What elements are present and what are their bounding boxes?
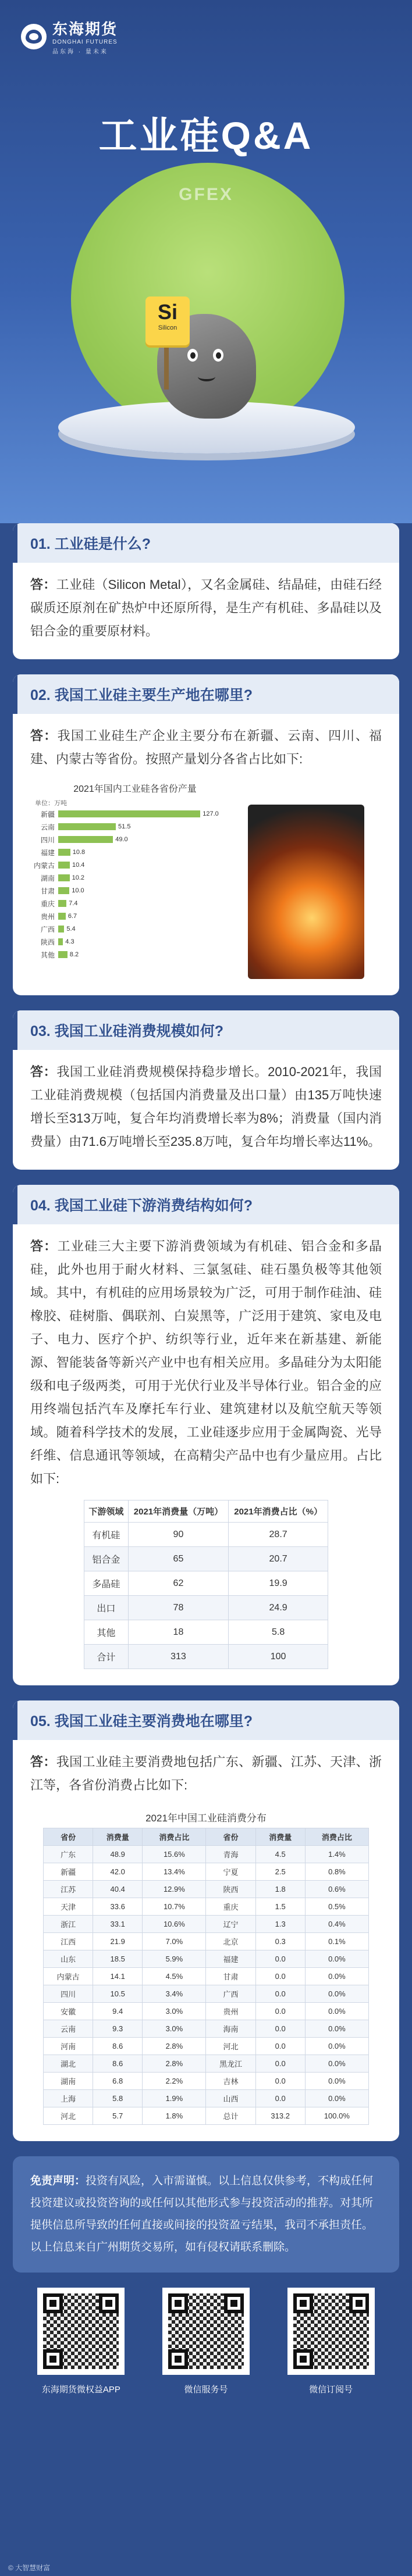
answer-text: 我国工业硅消费规模保持稳步增长。2010-2021年，我国工业硅消费规模（包括国内消费量及出口量）由135万吨快速增长至313万吨，复合年均消费增长率为8%；消费量（国内消费量）由71.6万吨增长至235.8万吨，复合年均增长率达11%。 bbox=[30, 1064, 382, 1149]
answer-2 bbox=[13, 724, 399, 771]
table-cell: 0.3 bbox=[255, 1933, 305, 1950]
table-cell: 0.0 bbox=[255, 2003, 305, 2020]
answer-1 bbox=[13, 573, 399, 643]
table-cell: 湖南 bbox=[44, 2073, 93, 2090]
table-cell: 0.5% bbox=[305, 1898, 368, 1916]
table-header-cell: 2021年消费占比（%） bbox=[229, 1500, 328, 1523]
answer-text: 我国工业硅生产企业主要分布在新疆、云南、四川、福建、内蒙古等省份。按照产量划分各省占比如下: bbox=[30, 728, 382, 766]
chart-bar bbox=[58, 874, 70, 881]
table-cell: 100.0% bbox=[305, 2107, 368, 2125]
table-cell: 2.8% bbox=[143, 2055, 206, 2073]
silicon-element-sign bbox=[145, 296, 190, 345]
table-cell: 0.0% bbox=[305, 2038, 368, 2055]
table-cell: 5.8 bbox=[93, 2090, 143, 2107]
chart-bar bbox=[58, 849, 70, 856]
chart-bar bbox=[58, 887, 69, 894]
gfex-watermark: GFEX bbox=[179, 185, 233, 204]
chart-bar-row bbox=[30, 833, 240, 846]
chart-bar bbox=[58, 913, 66, 920]
question-3: 03. 我国工业硅消费规模如何? bbox=[13, 1010, 399, 1050]
table-cell: 河北 bbox=[44, 2107, 93, 2125]
disclaimer-label: 免责声明： bbox=[30, 2175, 86, 2187]
table-cell: 出口 bbox=[84, 1596, 129, 1620]
bar-category-label: 内蒙古 bbox=[33, 861, 55, 870]
table-row bbox=[44, 1898, 369, 1916]
chart-bar bbox=[58, 926, 64, 932]
table-cell: 0.0% bbox=[305, 2003, 368, 2020]
table-header-cell: 省份 bbox=[44, 1828, 93, 1846]
table-cell: 5.7 bbox=[93, 2107, 143, 2125]
table-cell: 0.0 bbox=[255, 1968, 305, 1985]
table-row bbox=[44, 1968, 369, 1985]
table-row bbox=[84, 1620, 328, 1645]
table-cell: 陕西 bbox=[206, 1881, 255, 1898]
qa-section-3 bbox=[13, 1010, 399, 1170]
table-cell: 19.9 bbox=[229, 1571, 328, 1596]
answer-text: 工业硅三大主要下游消费领域为有机硅、铝合金和多晶硅，此外也用于耐火材料、三氯氢硅、硅石墨负极等其他领域。其中，有机硅的应用场景较为广泛，可用于制作硅油、硅橡胶、硅树脂、偶联剂、白炭黑等，广泛用于建筑、家电及电子、电力、医疗个护、纺织等行业，近年来在新基建、新能源、智能装备等新兴产业中也有相关应用。多晶硅分为太阳能级和电子级两类，可用于光伏行业及半导体行业。铝合金的应用终端包括汽车及摩托车行业、建筑建材以及航空航天等领域。随着科学技术的发展，工业硅逐步应用于金属陶瓷、光导纤维、信息通讯等领域，在高精尖产品中也有少量应用。占比如下: bbox=[30, 1239, 382, 1486]
table-row bbox=[84, 1571, 328, 1596]
table-cell: 0.0% bbox=[305, 1950, 368, 1968]
table-cell: 10.7% bbox=[143, 1898, 206, 1916]
table-row bbox=[44, 2090, 369, 2107]
table-cell: 江西 bbox=[44, 1933, 93, 1950]
table-cell: 0.0 bbox=[255, 2020, 305, 2038]
chart-bar-row bbox=[30, 884, 240, 897]
table-cell: 2.5 bbox=[255, 1863, 305, 1881]
chart-bar-row bbox=[30, 859, 240, 871]
table-row bbox=[84, 1523, 328, 1547]
table-cell: 18.5 bbox=[93, 1950, 143, 1968]
table-cell: 重庆 bbox=[206, 1898, 255, 1916]
bar-value-label: 49.0 bbox=[115, 836, 128, 843]
table-cell: 1.5 bbox=[255, 1898, 305, 1916]
table-cell: 4.5 bbox=[255, 1846, 305, 1863]
table-cell: 0.1% bbox=[305, 1933, 368, 1950]
qa-section-4 bbox=[13, 1185, 399, 1685]
table-cell: 7.0% bbox=[143, 1933, 206, 1950]
table-cell: 4.5% bbox=[143, 1968, 206, 1985]
table-cell: 24.9 bbox=[229, 1596, 328, 1620]
bar-value-label: 7.4 bbox=[69, 900, 78, 907]
qr-label: 微信订阅号 bbox=[309, 2385, 353, 2395]
table-cell: 5.9% bbox=[143, 1950, 206, 1968]
question-2: 02. 我国工业硅主要生产地在哪里? bbox=[13, 674, 399, 714]
bar-value-label: 127.0 bbox=[203, 810, 219, 817]
chart-bar-row bbox=[30, 923, 240, 935]
table-cell: 40.4 bbox=[93, 1881, 143, 1898]
chart-bar-row bbox=[30, 846, 240, 859]
chart-bar bbox=[58, 836, 113, 843]
bar-category-label: 广西 bbox=[40, 925, 55, 934]
table-cell: 20.7 bbox=[229, 1547, 328, 1571]
chart-bar bbox=[58, 862, 70, 869]
answer-label: 答： bbox=[30, 577, 56, 592]
bar-category-label: 甘肃 bbox=[40, 887, 55, 895]
table-cell: 山东 bbox=[44, 1950, 93, 1968]
question-1: 01. 工业硅是什么? bbox=[13, 523, 399, 563]
table-cell: 3.0% bbox=[143, 2020, 206, 2038]
table-cell: 上海 bbox=[44, 2090, 93, 2107]
table-cell: 10.5 bbox=[93, 1985, 143, 2003]
table-cell: 山西 bbox=[206, 2090, 255, 2107]
table-cell: 5.8 bbox=[229, 1620, 328, 1645]
table-cell: 海南 bbox=[206, 2020, 255, 2038]
qr-code-icon[interactable] bbox=[287, 2288, 375, 2375]
table-cell: 河北 bbox=[206, 2038, 255, 2055]
table-cell: 贵州 bbox=[206, 2003, 255, 2020]
table-cell: 0.0% bbox=[305, 2090, 368, 2107]
table-row bbox=[44, 1950, 369, 1968]
answer-3 bbox=[13, 1060, 399, 1153]
table-row bbox=[44, 1846, 369, 1863]
question-5: 05. 我国工业硅主要消费地在哪里? bbox=[13, 1700, 399, 1740]
bar-value-label: 5.4 bbox=[66, 926, 76, 932]
chart-bar bbox=[58, 900, 66, 907]
table-cell: 15.6% bbox=[143, 1846, 206, 1863]
table-cell: 3.0% bbox=[143, 2003, 206, 2020]
table-cell: 0.0 bbox=[255, 1985, 305, 2003]
table-cell: 9.3 bbox=[93, 2020, 143, 2038]
table-row bbox=[44, 1863, 369, 1881]
table-cell: 四川 bbox=[44, 1985, 93, 2003]
table-cell: 0.0% bbox=[305, 2055, 368, 2073]
table-cell: 8.6 bbox=[93, 2055, 143, 2073]
table-cell: 甘肃 bbox=[206, 1968, 255, 1985]
chart-bar bbox=[58, 810, 200, 817]
table-cell: 2.8% bbox=[143, 2038, 206, 2055]
table-cell: 0.0% bbox=[305, 1985, 368, 2003]
table-cell: 0.6% bbox=[305, 1881, 368, 1898]
downstream-consumption-table bbox=[84, 1500, 328, 1669]
donghai-logo-icon bbox=[21, 24, 47, 49]
chart-bar-row bbox=[30, 897, 240, 910]
table-cell: 广西 bbox=[206, 1985, 255, 2003]
table-row bbox=[44, 2073, 369, 2090]
smelting-furnace-image bbox=[248, 805, 364, 979]
table-cell: 33.6 bbox=[93, 1898, 143, 1916]
qr-code-icon[interactable] bbox=[162, 2288, 250, 2375]
table-header-cell: 消费量 bbox=[93, 1828, 143, 1846]
bar-value-label: 6.7 bbox=[68, 913, 77, 920]
table-cell: 6.8 bbox=[93, 2073, 143, 2090]
chart-title: 2021年国内工业硅各省份产量 bbox=[73, 784, 197, 794]
qr-item-subscription bbox=[287, 2288, 375, 2395]
qa-section-2 bbox=[13, 674, 399, 995]
table-header-cell: 下游领域 bbox=[84, 1500, 129, 1523]
table-cell: 0.0 bbox=[255, 2038, 305, 2055]
table-cell: 0.0 bbox=[255, 2090, 305, 2107]
table-cell: 9.4 bbox=[93, 2003, 143, 2020]
answer-4 bbox=[13, 1235, 399, 1491]
brand-slogan: 品东海 · 量未来 bbox=[52, 49, 108, 55]
bar-category-label: 其他 bbox=[40, 951, 55, 959]
table-row bbox=[44, 2055, 369, 2073]
table-cell: 0.0% bbox=[305, 2073, 368, 2090]
bar-value-label: 10.2 bbox=[72, 874, 85, 881]
table-cell: 福建 bbox=[206, 1950, 255, 1968]
table-cell: 1.3 bbox=[255, 1916, 305, 1933]
chart-bar bbox=[58, 938, 63, 945]
table-cell: 1.8% bbox=[143, 2107, 206, 2125]
table-cell: 总计 bbox=[206, 2107, 255, 2125]
table-cell: 313 bbox=[128, 1645, 229, 1669]
table-header-cell: 2021年消费量（万吨） bbox=[128, 1500, 229, 1523]
table-cell: 广东 bbox=[44, 1846, 93, 1863]
table-cell: 0.0% bbox=[305, 2020, 368, 2038]
qr-item-service bbox=[162, 2288, 250, 2395]
qr-item-app bbox=[37, 2288, 125, 2395]
chart-bar-row bbox=[30, 820, 240, 833]
chart-bar-row bbox=[30, 935, 240, 948]
table-cell: 0.0% bbox=[305, 1968, 368, 1985]
table-cell: 42.0 bbox=[93, 1863, 143, 1881]
bar-value-label: 10.8 bbox=[72, 849, 86, 856]
bar-value-label: 51.5 bbox=[118, 823, 131, 830]
element-name: Silicon bbox=[158, 324, 177, 331]
hero-banner bbox=[0, 0, 412, 523]
qr-code-row bbox=[13, 2288, 399, 2395]
table-cell: 黑龙江 bbox=[206, 2055, 255, 2073]
table-cell: 0.0 bbox=[255, 2055, 305, 2073]
table-cell: 吉林 bbox=[206, 2073, 255, 2090]
table-cell: 78 bbox=[128, 1596, 229, 1620]
disclaimer-text: 投资有风险，入市需谨慎。以上信息仅供参考，不构成任何投资建议或投资咨询的或任何以其他形式参与投资活动的推荐。对其所提供信息所导致的任何直接或间接的投资盈亏结果，我司不承担责任。以上信息来自广州期货交易所，如有侵权请联系删除。 bbox=[30, 2175, 374, 2253]
table-cell: 青海 bbox=[206, 1846, 255, 1863]
table-cell: 2.2% bbox=[143, 2073, 206, 2090]
table-cell: 14.1 bbox=[93, 1968, 143, 1985]
table-cell: 辽宁 bbox=[206, 1916, 255, 1933]
table-cell: 铝合金 bbox=[84, 1547, 129, 1571]
qa-section-1 bbox=[13, 523, 399, 659]
table-cell: 1.4% bbox=[305, 1846, 368, 1863]
table-cell: 0.0 bbox=[255, 1950, 305, 1968]
table-cell: 18 bbox=[128, 1620, 229, 1645]
table-cell: 0.0 bbox=[255, 2073, 305, 2090]
province-consumption-table bbox=[43, 1806, 369, 2125]
answer-text: 工业硅（Silicon Metal），又名金属硅、结晶硅，由硅石经碳质还原剂在矿热炉中还原所得，是生产有机硅、多晶硅以及铝合金的重要原材料。 bbox=[30, 577, 382, 638]
qa-section-5 bbox=[13, 1700, 399, 2141]
table-cell: 13.4% bbox=[143, 1863, 206, 1881]
table-cell: 1.9% bbox=[143, 2090, 206, 2107]
table-row bbox=[44, 2003, 369, 2020]
table-row bbox=[44, 2038, 369, 2055]
qr-code-icon[interactable] bbox=[37, 2288, 125, 2375]
table-cell: 8.6 bbox=[93, 2038, 143, 2055]
table-cell: 内蒙古 bbox=[44, 1968, 93, 1985]
bar-category-label: 云南 bbox=[40, 823, 55, 831]
table-row bbox=[44, 2107, 369, 2125]
table-cell: 1.8 bbox=[255, 1881, 305, 1898]
table-row bbox=[44, 1916, 369, 1933]
disclaimer-box bbox=[13, 2156, 399, 2273]
bar-value-label: 8.2 bbox=[69, 951, 79, 958]
qa-content bbox=[0, 523, 412, 2395]
answer-label: 答： bbox=[30, 1755, 56, 1769]
table-cell: 合计 bbox=[84, 1645, 129, 1669]
table-cell: 28.7 bbox=[229, 1523, 328, 1547]
table-cell: 多晶硅 bbox=[84, 1571, 129, 1596]
chart-bar-row bbox=[30, 871, 240, 884]
table-cell: 有机硅 bbox=[84, 1523, 129, 1547]
table-caption: 2021年中国工业硅消费分布 bbox=[145, 1813, 267, 1824]
bar-category-label: 重庆 bbox=[40, 899, 55, 908]
bar-category-label: 贵州 bbox=[40, 912, 55, 921]
answer-label: 答： bbox=[30, 1064, 57, 1079]
brand-name: 东海期货 bbox=[52, 20, 118, 38]
brand-logo bbox=[21, 17, 118, 55]
chart-bar bbox=[58, 823, 116, 830]
table-cell: 天津 bbox=[44, 1898, 93, 1916]
qr-label: 东海期货微权益APP bbox=[41, 2385, 120, 2395]
answer-5 bbox=[13, 1750, 399, 1797]
bar-value-label: 10.0 bbox=[72, 887, 84, 894]
table-cell: 10.6% bbox=[143, 1916, 206, 1933]
bar-category-label: 四川 bbox=[40, 835, 55, 844]
table-cell: 48.9 bbox=[93, 1846, 143, 1863]
question-4: 04. 我国工业硅下游消费结构如何? bbox=[13, 1185, 399, 1224]
table-row bbox=[44, 2020, 369, 2038]
table-cell: 0.4% bbox=[305, 1916, 368, 1933]
chart-unit: 单位：万吨 bbox=[35, 800, 67, 807]
table-row bbox=[44, 1881, 369, 1898]
brand-name-en: DONGHAI FUTURES bbox=[52, 39, 118, 45]
table-row bbox=[84, 1645, 328, 1669]
answer-label: 答： bbox=[30, 1239, 58, 1253]
table-cell: 3.4% bbox=[143, 1985, 206, 2003]
chart-bar-row bbox=[30, 808, 240, 820]
table-row bbox=[44, 1985, 369, 2003]
chart-bars bbox=[30, 808, 240, 961]
table-header-cell: 消费量 bbox=[255, 1828, 305, 1846]
table-cell: 湖北 bbox=[44, 2055, 93, 2073]
table-cell: 21.9 bbox=[93, 1933, 143, 1950]
bar-category-label: 湖南 bbox=[40, 874, 55, 883]
table-cell: 河南 bbox=[44, 2038, 93, 2055]
element-symbol: Si bbox=[157, 300, 177, 324]
answer-text: 我国工业硅主要消费地包括广东、新疆、江苏、天津、浙江等，各省份消费占比如下: bbox=[30, 1755, 382, 1792]
page-title: 工业硅Q&A bbox=[98, 114, 314, 157]
bar-value-label: 4.3 bbox=[65, 938, 74, 945]
table-cell: 其他 bbox=[84, 1620, 129, 1645]
table-cell: 新疆 bbox=[44, 1863, 93, 1881]
table-row bbox=[44, 1933, 369, 1950]
table-cell: 100 bbox=[229, 1645, 328, 1669]
table-cell: 12.9% bbox=[143, 1881, 206, 1898]
table-cell: 62 bbox=[128, 1571, 229, 1596]
table-cell: 安徽 bbox=[44, 2003, 93, 2020]
table-cell: 浙江 bbox=[44, 1916, 93, 1933]
table-cell: 北京 bbox=[206, 1933, 255, 1950]
province-output-chart bbox=[13, 771, 399, 979]
table-header-cell: 消费占比 bbox=[305, 1828, 368, 1846]
chart-bar-row bbox=[30, 948, 240, 961]
table-cell: 90 bbox=[128, 1523, 229, 1547]
table-cell: 0.8% bbox=[305, 1863, 368, 1881]
table-header-cell: 消费占比 bbox=[143, 1828, 206, 1846]
qr-label: 微信服务号 bbox=[184, 2385, 228, 2395]
table-header-cell: 省份 bbox=[206, 1828, 255, 1846]
table-cell: 65 bbox=[128, 1547, 229, 1571]
table-cell: 云南 bbox=[44, 2020, 93, 2038]
table-cell: 313.2 bbox=[255, 2107, 305, 2125]
bar-category-label: 新疆 bbox=[40, 810, 55, 819]
bar-category-label: 福建 bbox=[40, 848, 55, 857]
table-cell: 33.1 bbox=[93, 1916, 143, 1933]
chart-bar-row bbox=[30, 910, 240, 923]
table-row bbox=[84, 1547, 328, 1571]
table-row bbox=[84, 1596, 328, 1620]
bar-value-label: 10.4 bbox=[72, 862, 85, 869]
chart-bar bbox=[58, 951, 68, 958]
sign-stick bbox=[164, 343, 169, 390]
bar-category-label: 陕西 bbox=[40, 938, 55, 946]
table-cell: 江苏 bbox=[44, 1881, 93, 1898]
answer-label: 答： bbox=[30, 728, 58, 743]
table-cell: 宁夏 bbox=[206, 1863, 255, 1881]
footer-watermark: © 大智慧财富 bbox=[8, 2564, 51, 2572]
